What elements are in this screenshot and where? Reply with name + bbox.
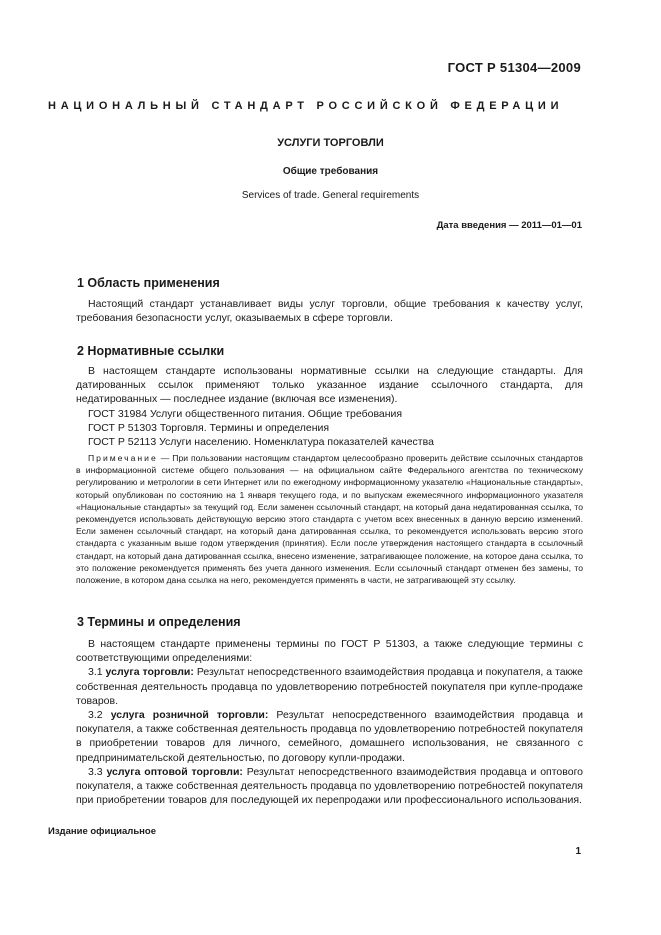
- section2-body: [76, 364, 583, 449]
- page-number: 1: [575, 846, 581, 857]
- document-subtitle: Общие требования: [282, 166, 379, 177]
- section1-heading: 1 Область применения: [77, 276, 220, 290]
- note-label: Примечание: [88, 453, 158, 463]
- term-name: услуга розничной торговли:: [110, 709, 269, 722]
- term-number: 3.2: [88, 709, 111, 722]
- note-block: [76, 452, 583, 586]
- section1-body: [76, 297, 583, 325]
- note-text: — При пользовании настоящим стандартом целесообразно проверить действие ссылочных стандартов в информационной системе общего пользования — на официальном сайте Федерального агентства по техническому регулированию и метрологии в сети Интернет или по ежегодному информационному указателю «Национальные стандарты», который опубликован по состоянию на 1 января текущего года, и по выпускам ежемесячного информационного указателя «Национальные стандарты» за текущий год. Если заменен ссылочный стандарт, на который дана недатированная ссылка, то рекомендуется использовать действующую версию этого стандарта с учетом всех внесенных в данную версию изменений. Если заменен ссылочный стандарт, на который дана датированная ссылка, то рекомендуется использовать версию этого стандарта с указанным выше годом утверждения (принятия). Если после утверждения настоящего стандарта в ссылочный стандарт, на который дана датированная ссылка, внесено изменение, затрагивающее положение, на которое дана ссылка, то это положение рекомендуется применять без учета данного изменения. Если ссылочный стандарт отменен без замены, то положение, в котором дана ссылка на него, рекомендуется применять в части, не затрагивающей эту ссылку.: [76, 453, 583, 586]
- section3-heading: 3 Термины и определения: [77, 615, 241, 629]
- edition-label: Издание официальное: [48, 826, 156, 837]
- term-3-2: [76, 708, 583, 765]
- section2-paragraph: В настоящем стандарте использованы нормативные ссылки на следующие стандарты. Для датированных ссылок применяют только указанное издание ссылочного стандарта, для недатированных — последнее издание (включая все изменения).: [76, 365, 583, 406]
- term-number: 3.1: [88, 666, 106, 679]
- term-name: услуга торговли:: [105, 666, 194, 679]
- section2-heading: 2 Нормативные ссылки: [77, 344, 225, 358]
- effective-date: Дата введения — 2011—01—01: [436, 220, 582, 231]
- term-3-1: [76, 665, 583, 708]
- section1-paragraph: Настоящий стандарт устанавливает виды услуг торговли, общие требования к качеству услуг, требования безопасности услуг, оказываемых в сфере торговли.: [76, 298, 583, 325]
- national-standard-banner: НАЦИОНАЛЬНЫЙ СТАНДАРТ РОССИЙСКОЙ ФЕДЕРАЦИИ: [48, 100, 564, 112]
- term-3-3: [76, 765, 583, 808]
- term-definition: Результат непосредственного взаимодействия продавца и покупателя, а также собственная деятельность продавца по удовлетворению потребностей покупателя в приобретении товаров для личного, семейного, домашнего использования, не связанного с предпринимательской деятельностью, по договору купли-продажи.: [76, 709, 583, 764]
- section3-intro: В настоящем стандарте применены термины по ГОСТ Р 51303, а также следующие термины с соответствующими определениями:: [76, 638, 583, 665]
- term-name: услуга оптовой торговли:: [106, 765, 243, 778]
- standard-code: ГОСТ Р 51304—2009: [447, 60, 581, 75]
- english-title: Services of trade. General requirements: [241, 190, 420, 201]
- reference-item: ГОСТ 31984 Услуги общественного питания. Общие требования: [88, 407, 403, 420]
- note-paragraph: [76, 452, 583, 586]
- reference-item: ГОСТ Р 51303 Торговля. Термины и определения: [88, 421, 330, 434]
- document-title: УСЛУГИ ТОРГОВЛИ: [277, 137, 384, 149]
- term-number: 3.3: [88, 765, 107, 778]
- term-definition: Результат непосредственного взаимодействия продавца и оптового покупателя, а также собственная деятельность продавца по удовлетворению потребностей покупателя при приобретении товаров для последующей их перепродажи или профессионального использования.: [76, 765, 584, 807]
- reference-item: ГОСТ Р 52113 Услуги населению. Номенклатура показателей качества: [88, 436, 434, 449]
- term-definition: Результат непосредственного взаимодействия продавца и покупателя, а также собственная деятельность продавца по удовлетворению потребностей покупателя при купле-продаже товаров.: [76, 666, 584, 707]
- section3-body: [76, 637, 583, 807]
